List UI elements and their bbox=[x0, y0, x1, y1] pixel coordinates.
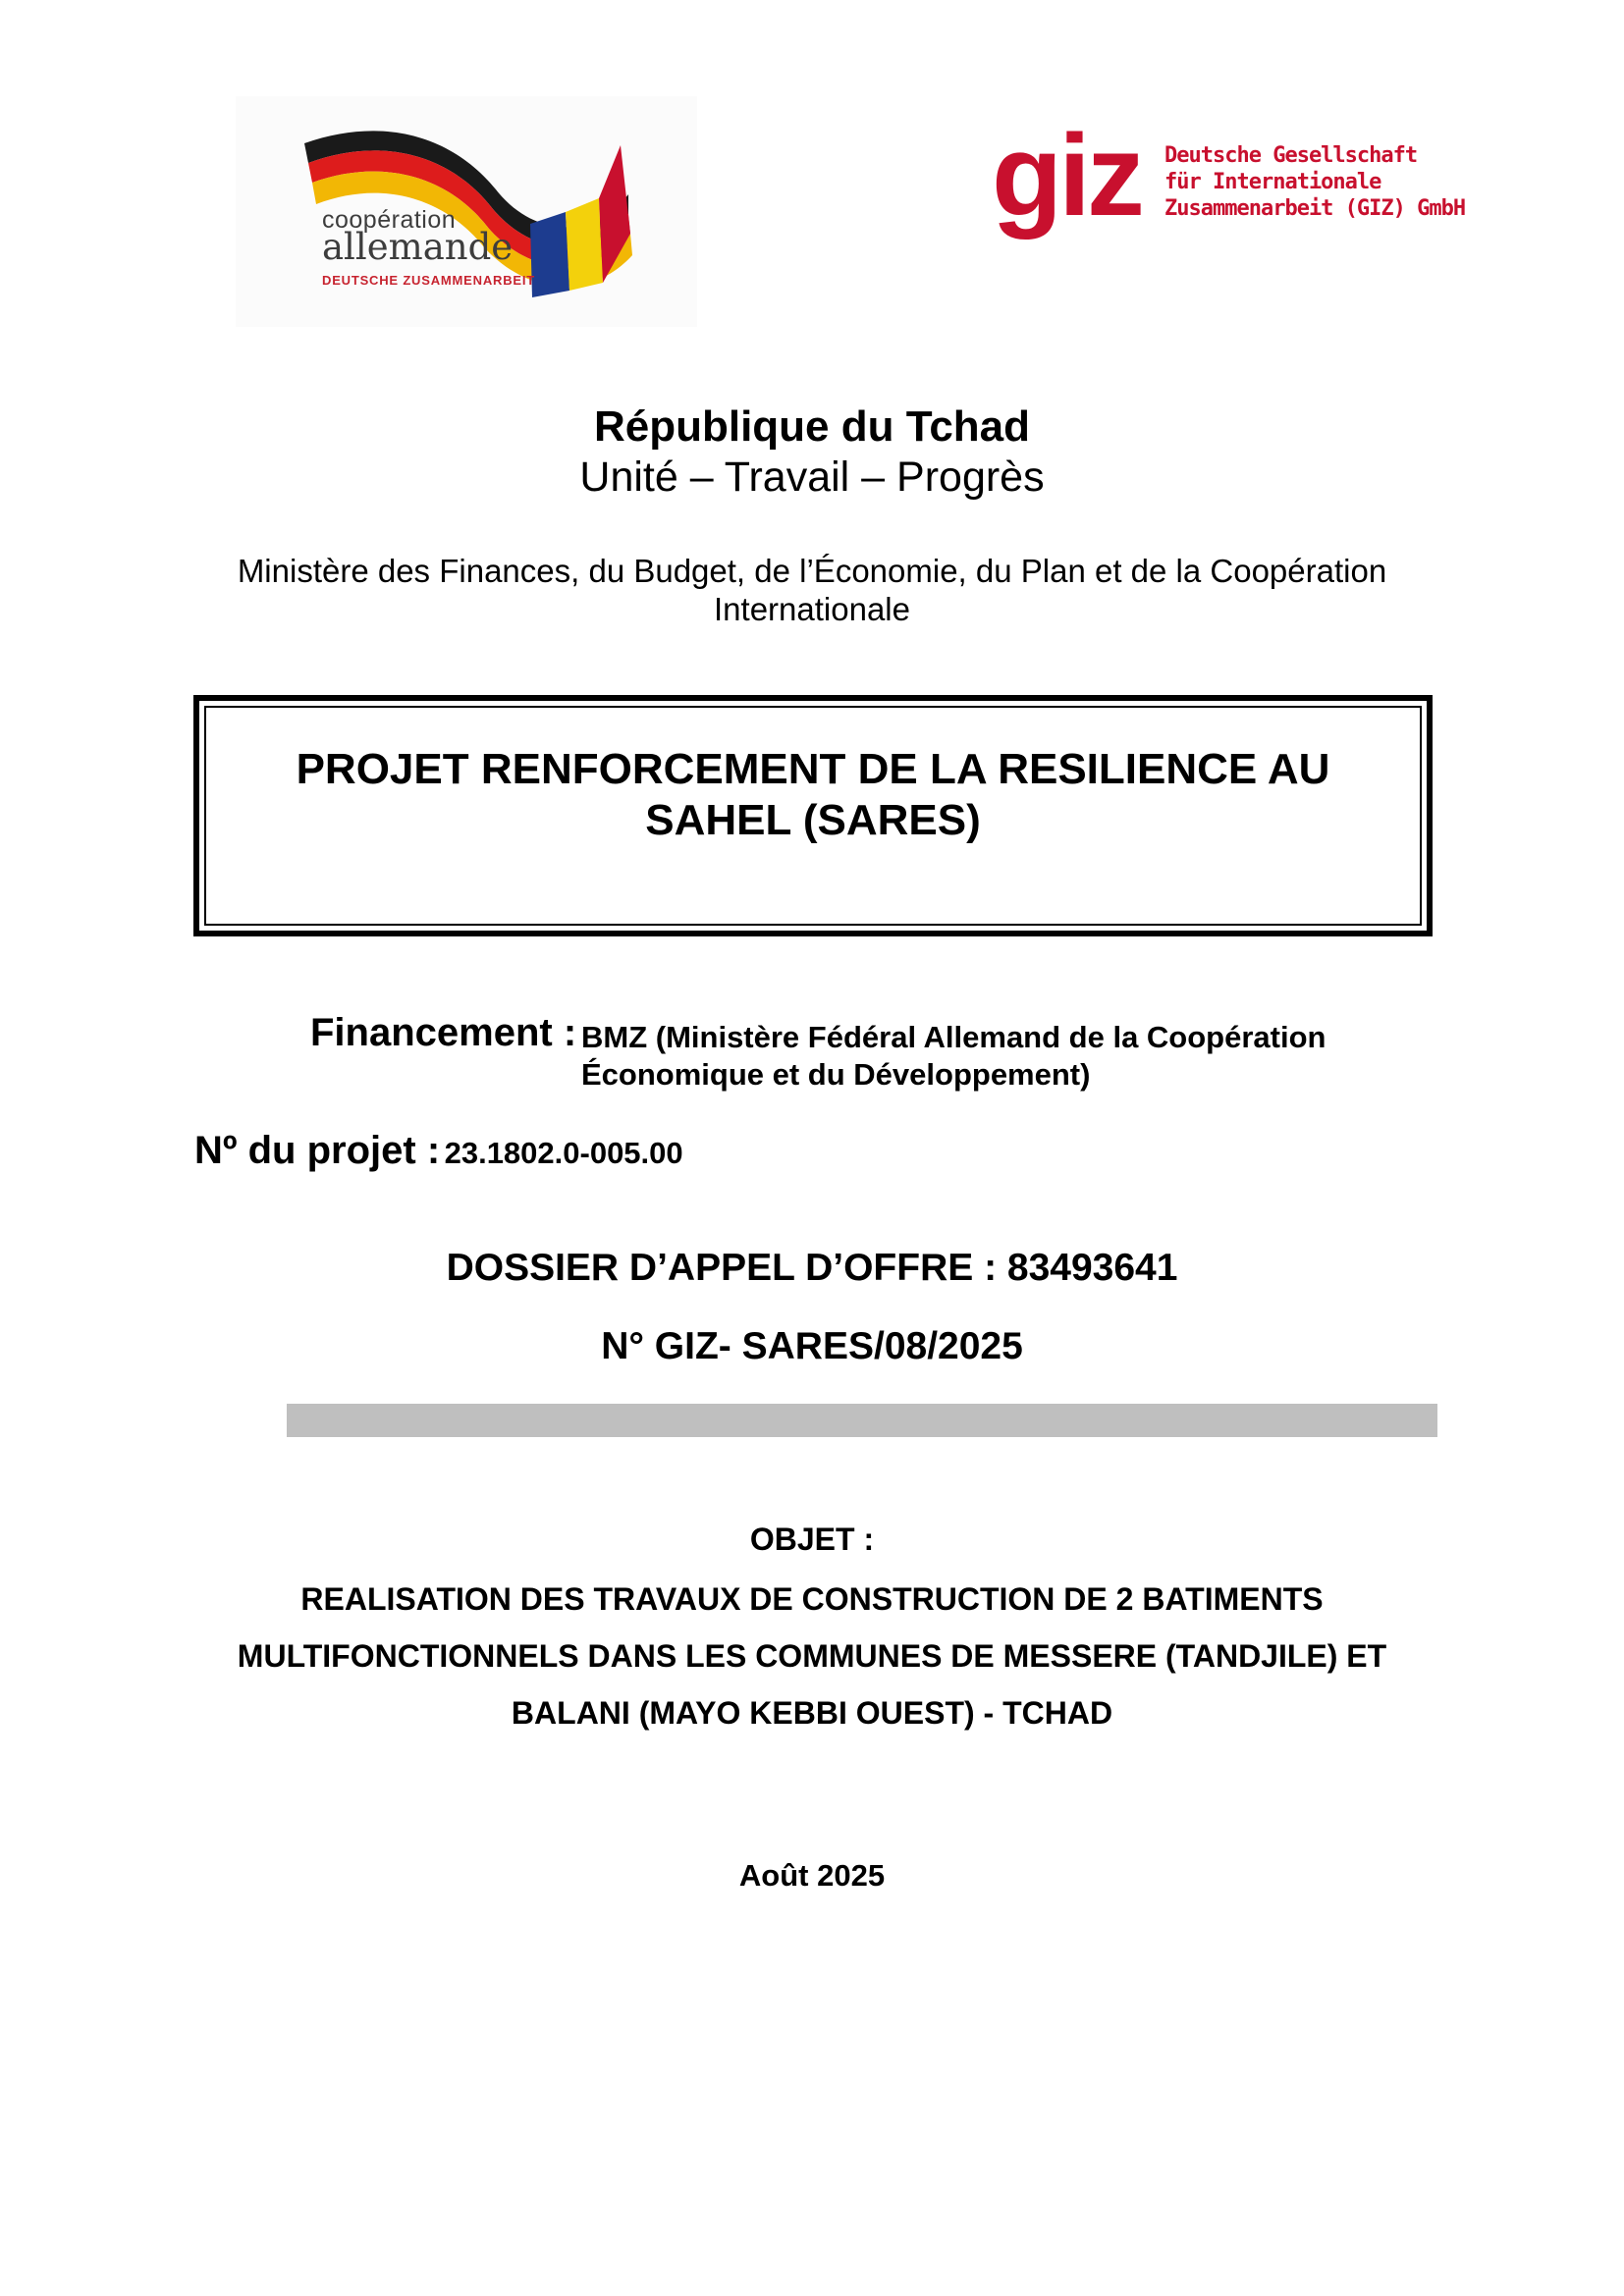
object-description bbox=[177, 1571, 1447, 1741]
object-label: OBJET : bbox=[749, 1522, 875, 1557]
ministry-name: Ministère des Finances, du Budget, de l’Économie, du Plan et de la Coopération Internationale bbox=[237, 553, 1387, 627]
giz-logo-mark: giz bbox=[992, 111, 1141, 240]
financing-label: Financement : bbox=[310, 1011, 577, 1054]
project-number-value: 23.1802.0-005.00 bbox=[444, 1136, 683, 1170]
cooperation-allemande-logo bbox=[236, 96, 697, 327]
object-line-2: MULTIFONCTIONNELS DANS LES COMMUNES DE MESSERE (TANDJILE) ET bbox=[237, 1638, 1387, 1674]
republic-motto: Unité – Travail – Progrès bbox=[579, 454, 1045, 501]
tender-dossier: DOSSIER D’APPEL D’OFFRE : 83493641 bbox=[446, 1247, 1178, 1289]
giz-logo-line-3: Zusammenarbeit (GIZ) GmbH bbox=[1164, 196, 1466, 221]
giz-logo-line-2: für Internationale bbox=[1164, 170, 1381, 194]
project-title-box bbox=[193, 695, 1433, 936]
giz-logo bbox=[992, 111, 1466, 265]
coop-logo-subtitle: DEUTSCHE ZUSAMMENARBEIT bbox=[322, 273, 536, 288]
object-line-1: REALISATION DES TRAVAUX DE CONSTRUCTION DE 2 BATIMENTS bbox=[300, 1581, 1324, 1617]
financing-text: BMZ (Ministère Fédéral Allemand de la Coopération Économique et du Développement) bbox=[581, 1020, 1326, 1092]
project-number-label: Nº du projet : bbox=[194, 1129, 441, 1172]
flag-ribbon-icon bbox=[236, 96, 697, 327]
project-title-line-2: SAHEL (SARES) bbox=[645, 796, 981, 844]
coop-logo-word-cooperation: coopération bbox=[322, 206, 457, 234]
tender-reference: N° GIZ- SARES/08/2025 bbox=[601, 1325, 1023, 1367]
project-number bbox=[194, 1129, 683, 1173]
coop-logo-word-allemande: allemande bbox=[322, 226, 514, 268]
republic-title: République du Tchad bbox=[593, 402, 1031, 451]
object-line-3: BALANI (MAYO KEBBI OUEST) - TCHAD bbox=[511, 1695, 1113, 1731]
project-title-line-1: PROJET RENFORCEMENT DE LA RESILIENCE AU bbox=[296, 745, 1330, 793]
project-title bbox=[199, 744, 1427, 846]
document-date: Août 2025 bbox=[738, 1858, 886, 1893]
giz-logo-line-1: Deutsche Gesellschaft bbox=[1164, 143, 1418, 168]
separator-bar bbox=[287, 1404, 1437, 1437]
